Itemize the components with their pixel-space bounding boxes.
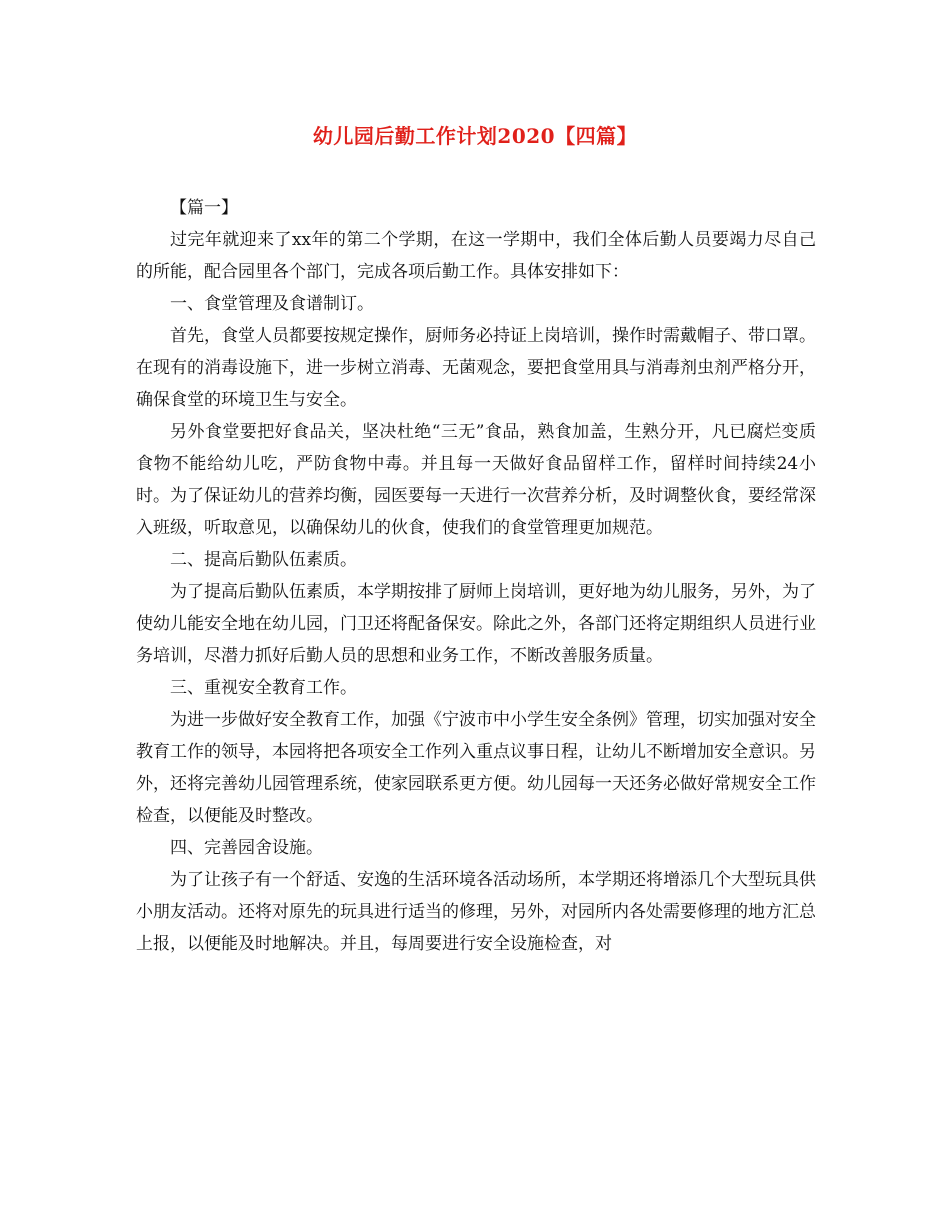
document-title: 幼儿园后勤工作计划2020【四篇】 xyxy=(312,124,638,148)
section-heading-canteen: 一、食堂管理及食谱制订。 xyxy=(170,294,374,314)
document-body xyxy=(136,192,816,960)
paragraph-facilities: 为了让孩子有一个舒适、安逸的生活环境各活动场所，本学期还将增添几个大型玩具供小朋友活动。还将对原先的玩具进行适当的修理，另外，对园所内各处需要修理的地方汇总上报，以便能及时地解决。并且，每周要进行安全设施检查，对 xyxy=(136,870,816,954)
section-heading-part-one: 【篇一】 xyxy=(170,198,238,218)
paragraph-canteen-2: 另外食堂要把好食品关，坚决杜绝“三无”食品，熟食加盖，生熟分开，凡已腐烂变质食物不能给幼儿吃，严防食物中毒。并且每一天做好食品留样工作，留样时间持续24小时。为了保证幼儿的营养均衡，园医要每一天进行一次营养分析，及时调整伙食，要经常深入班级，听取意见，以确保幼儿的伙食，使我们的食堂管理更加规范。 xyxy=(136,422,816,538)
section-heading-facilities: 四、完善园舍设施。 xyxy=(170,838,323,858)
paragraph-staff: 为了提高后勤队伍素质，本学期按排了厨师上岗培训，更好地为幼儿服务，另外，为了使幼儿能安全地在幼儿园，门卫还将配备保安。除此之外，各部门还将定期组织人员进行业务培训，尽潜力抓好后勤人员的思想和业务工作，不断改善服务质量。 xyxy=(136,582,816,666)
section-heading-safety: 三、重视安全教育工作。 xyxy=(170,678,357,698)
paragraph-safety: 为进一步做好安全教育工作，加强《宁波市中小学生安全条例》管理，切实加强对安全教育工作的领导，本园将把各项安全工作列入重点议事日程，让幼儿不断增加安全意识。另外，还将完善幼儿园管理系统，使家园联系更方便。幼儿园每一天还务必做好常规安全工作检查，以便能及时整改。 xyxy=(136,710,816,826)
paragraph-canteen-1: 首先，食堂人员都要按规定操作，厨师务必持证上岗培训，操作时需戴帽子、带口罩。在现有的消毒设施下，进一步树立消毒、无菌观念，要把食堂用具与消毒剂虫剂严格分开，确保食堂的环境卫生与安全。 xyxy=(136,326,816,410)
section-heading-staff: 二、提高后勤队伍素质。 xyxy=(170,550,357,570)
paragraph-intro: 过完年就迎来了xx年的第二个学期，在这一学期中，我们全体后勤人员要竭力尽自己的所能，配合园里各个部门，完成各项后勤工作。具体安排如下： xyxy=(136,230,816,282)
